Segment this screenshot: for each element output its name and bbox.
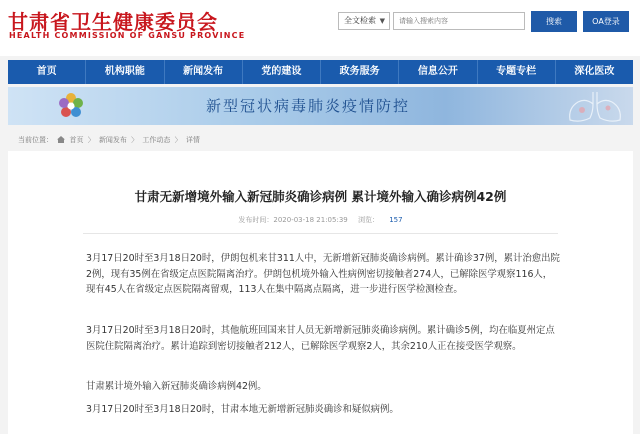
breadcrumb-home[interactable]: 首页 — [69, 136, 84, 144]
breadcrumb-work-updates[interactable]: 工作动态 — [142, 136, 171, 144]
article-paragraph: 甘肃累计境外输入新冠肺炎确诊病例42例。 — [86, 381, 267, 392]
views-count: 157 — [389, 216, 403, 224]
publish-date: 发布时间：2020-03-18 21:05:39 — [238, 216, 348, 224]
article-paragraph: 3月17日20时至3月18日20时，伊朗包机来甘311人中，无新增新冠肺炎确诊病例。累计确诊37例，累计治愈出院2例，现有35例在省级定点医院隔离治疗。伊朗包机境外输入性病例密切接触者274人，已解除医学观察116人，现有45人在省级定点医院隔离留观，113人在集中隔离点隔离，进一步进行医学检测检查。 — [86, 253, 560, 295]
nav-item-disclosure[interactable]: 信息公开 — [399, 60, 477, 84]
breadcrumb-separator: 〉 — [87, 136, 95, 144]
site-header — [0, 0, 640, 56]
search-input[interactable] — [393, 12, 525, 30]
lungs-icon — [560, 88, 630, 124]
breadcrumb-label: 当前位置： — [18, 136, 53, 144]
site-logo-chinese[interactable]: 甘肃省卫生健康委员会 — [8, 10, 218, 34]
nav-item-party[interactable]: 党的建设 — [243, 60, 321, 84]
nav-item-services[interactable]: 政务服务 — [321, 60, 399, 84]
breadcrumb-separator: 〉 — [131, 136, 139, 144]
main-nav — [8, 60, 633, 84]
breadcrumb — [8, 132, 633, 148]
views-label: 浏览： — [357, 216, 379, 224]
site-logo-english: HEALTH COMMISSION OF GANSU PROVINCE — [9, 31, 246, 40]
breadcrumb-current: 详情 — [185, 136, 200, 144]
nav-item-organization[interactable]: 机构职能 — [86, 60, 164, 84]
search-scope-label: 全文检索 — [344, 16, 376, 25]
nav-item-reform[interactable]: 深化医改 — [574, 66, 615, 77]
banner-title: 新型冠状病毒肺炎疫情防控 — [206, 97, 411, 115]
breadcrumb-news[interactable]: 新闻发布 — [98, 136, 127, 144]
search-scope-select[interactable] — [338, 12, 390, 30]
search-button[interactable]: 搜索 — [531, 11, 577, 32]
article-title: 甘肃无新增境外输入新冠肺炎确诊病例 累计境外输入确诊病例42例 — [134, 189, 507, 204]
article-paragraph: 3月17日20时至3月18日20时，其他航班回国来甘人员无新增新冠肺炎确诊病例。累计确诊5例，均在临夏州定点医院住院隔离治疗。累计追踪到密切接触者212人，已解除医学观察2人，其余210人正在接受医学观察。 — [86, 325, 555, 352]
flower-logo-icon — [56, 91, 86, 121]
title-divider — [83, 233, 558, 234]
article-meta — [8, 215, 633, 225]
nav-item-home[interactable]: 首页 — [8, 60, 86, 84]
nav-item-news[interactable]: 新闻发布 — [165, 60, 243, 84]
oa-login-button[interactable]: OA登录 — [583, 11, 629, 32]
breadcrumb-separator: 〉 — [174, 136, 182, 144]
article-paragraph: 3月17日20时至3月18日20时，甘肃本地无新增新冠肺炎确诊和疑似病例。 — [86, 404, 399, 415]
epidemic-banner[interactable] — [8, 87, 633, 125]
article-panel — [8, 151, 633, 434]
nav-item-topics[interactable]: 专题专栏 — [478, 60, 556, 84]
home-icon — [57, 136, 65, 143]
chevron-down-icon: ▼ — [379, 17, 385, 25]
